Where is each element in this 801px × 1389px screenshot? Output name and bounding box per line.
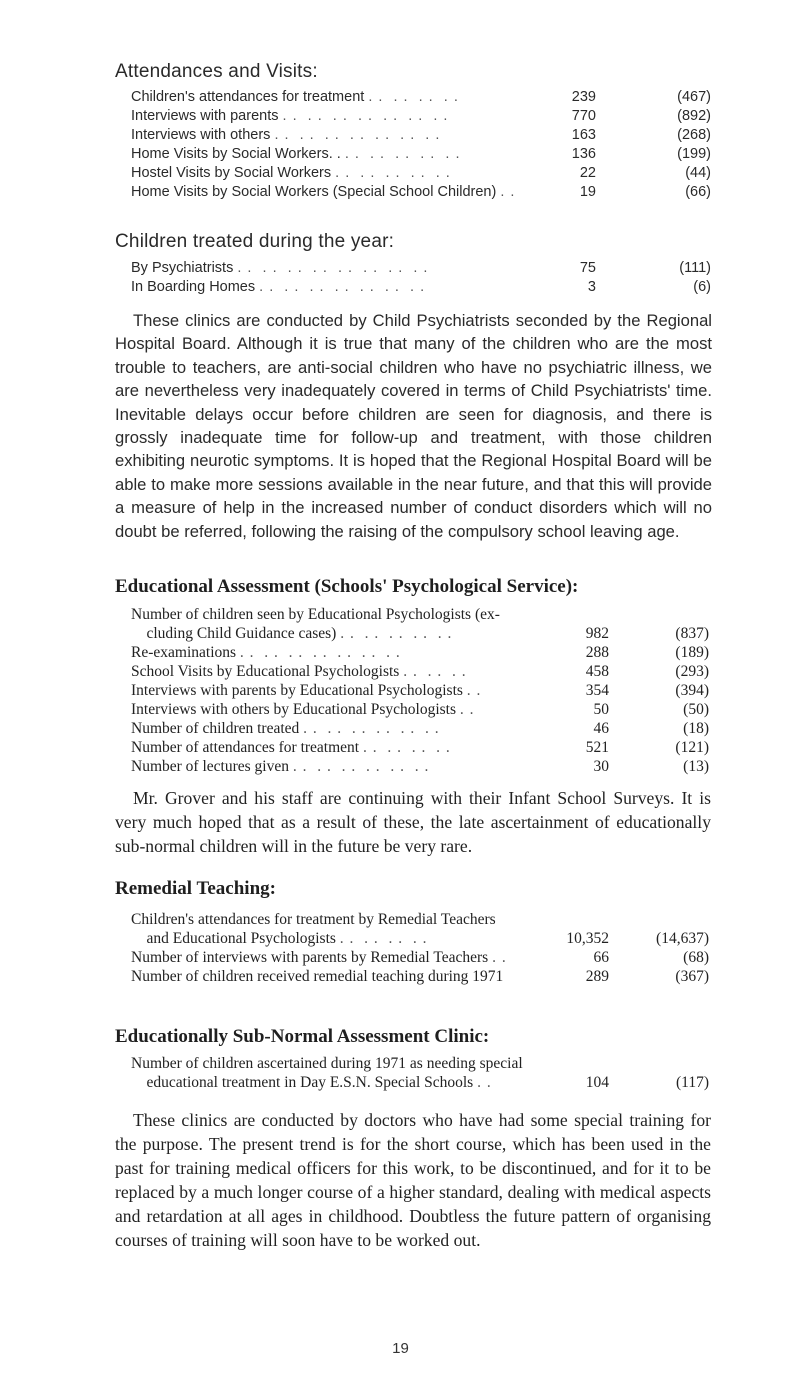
leader-dots: . . . . . . (403, 663, 467, 680)
row-value: 3 (587, 279, 596, 295)
educational-table (131, 605, 711, 776)
row-label: Interviews with parents . . . . . . . . . . . . . . (131, 108, 449, 124)
remedial-table (131, 910, 711, 986)
esn-heading: Educationally Sub-Normal Assessment Clinic: (115, 1026, 490, 1047)
row-label: Hostel Visits by Social Workers . . . . . . . . . . (131, 165, 451, 181)
leader-dots: . . . . . . . . . . . . . . (274, 127, 441, 143)
leader-dots: . . (500, 184, 516, 200)
table-row (131, 126, 711, 145)
row-previous-value: (293) (675, 663, 709, 680)
table-row (131, 183, 711, 202)
row-previous-value: (268) (677, 127, 711, 143)
table-row (131, 145, 711, 164)
table-row (131, 1054, 711, 1073)
row-value: 521 (585, 739, 609, 756)
row-label: Number of attendances for treatment . . . . . . . . (131, 739, 451, 756)
leader-dots: . . . . . . . . . . (340, 625, 453, 642)
table-row (131, 929, 711, 948)
row-previous-value: (199) (677, 146, 711, 162)
row-value: 19 (579, 184, 596, 200)
table-row (131, 662, 711, 681)
row-label: Number of interviews with parents by Remedial Teachers . . (131, 949, 507, 966)
row-value: 239 (571, 89, 596, 105)
table-row (131, 259, 711, 278)
row-label: educational treatment in Day E.S.N. Special Schools . . (131, 1074, 492, 1091)
row-value: 66 (593, 949, 609, 966)
row-previous-value: (467) (677, 89, 711, 105)
row-label: Number of lectures given . . . . . . . . . . . . (131, 758, 430, 775)
esn-table (131, 1054, 711, 1092)
leader-dots: . . (459, 701, 475, 718)
row-previous-value: (892) (677, 108, 711, 124)
row-value: 770 (571, 108, 596, 124)
row-label: Interviews with others by Educational Psychologists . . (131, 701, 475, 718)
table-row (131, 757, 711, 776)
table-row (131, 88, 711, 107)
leader-dots: . . . . . . . . . . . . (303, 720, 440, 737)
page-number: 19 (392, 1340, 409, 1357)
table-row (131, 624, 711, 643)
row-label: School Visits by Educational Psychologists . . . . . . (131, 663, 467, 680)
table-row (131, 719, 711, 738)
grover-paragraph: Mr. Grover and his staff are continuing with their Infant School Surveys. It is very much hoped that as a result of these, the late ascertainment of educationally sub-normal children will in the future be very rare. (115, 788, 711, 856)
row-previous-value: (66) (685, 184, 711, 200)
row-label: cluding Child Guidance cases) . . . . . . . . . . (131, 625, 453, 642)
row-value: 50 (593, 701, 609, 718)
row-previous-value: (121) (675, 739, 709, 756)
row-label: Home Visits by Social Workers (Special School Children) . . (131, 184, 516, 200)
leader-dots: . . (466, 682, 482, 699)
row-value: 163 (571, 127, 596, 143)
table-row (131, 107, 711, 126)
row-label: and Educational Psychologists . . . . . . . . (131, 930, 428, 947)
table-row (131, 605, 711, 624)
clinics-paragraph: These clinics are conducted by Child Psychiatrists seconded by the Regional Hospital Board. Although it is true that many of the children who are the most trouble to teachers, are anti-social children who have no psychiatric illness, we are nevertheless very inadequately covered in terms of Child Psychiatrists' time. Inevitable delays occur before children are seen for diagnosis, and there is grossly inadequate time for follow-up and treatment, with those children exhibiting neurotic symptoms. It is hoped that the Regional Hospital Board will be able to make more sessions available in the near future, and that this will provide a measure of help in the increased number of conduct disorders which will no doubt be referred, following the raising of the compulsory school leaving age. (115, 311, 712, 541)
treated-heading: Children treated during the year: (115, 231, 395, 252)
row-label: Home Visits by Social Workers. . . . . . . . . . . . (131, 146, 461, 162)
table-row (131, 967, 711, 986)
row-value: 75 (579, 260, 596, 276)
row-previous-value: (50) (683, 701, 709, 718)
leader-dots: . . . . . . . . . . . . . . . . (237, 260, 429, 276)
row-label: Interviews with parents by Educational Psychologists . . (131, 682, 482, 699)
row-label: Re-examinations . . . . . . . . . . . . . . (131, 644, 401, 661)
table-row (131, 738, 711, 757)
educational-heading: Educational Assessment (Schools' Psychological Service): (115, 576, 579, 597)
table-row (131, 948, 711, 967)
row-value: 30 (593, 758, 609, 775)
row-previous-value: (837) (675, 625, 709, 642)
row-previous-value: (189) (675, 644, 709, 661)
remedial-heading: Remedial Teaching: (115, 878, 276, 899)
row-label: Number of children ascertained during 1971 as needing special (131, 1055, 523, 1072)
leader-dots: . . . . . . . . . . . . . . (239, 644, 401, 661)
leader-dots: . . . . . . . . (368, 89, 459, 105)
row-previous-value: (13) (683, 758, 709, 775)
row-previous-value: (14,637) (656, 930, 709, 947)
leader-dots: . . . . . . . . . . (335, 165, 451, 181)
esn-paragraph: These clinics are conducted by doctors who have had some special training for the purpose. The present trend is for the short course, which has been used in the past for training medical officers for this work, to be discontinued, and for it to be replaced by a much longer course of a higher standard, dealing with medical aspects and retardation at all ages in childhood. Doubtless the future pattern of organising courses of training will soon have to be worked out. (115, 1110, 711, 1250)
row-previous-value: (367) (675, 968, 709, 985)
row-previous-value: (68) (683, 949, 709, 966)
row-previous-value: (18) (683, 720, 709, 737)
table-row (131, 164, 711, 183)
row-label: Number of children received remedial teaching during 1971 (131, 968, 504, 985)
row-value: 288 (585, 644, 609, 661)
attendances-heading: Attendances and Visits: (115, 61, 318, 82)
leader-dots: . . . . . . . . . . . . . . (259, 279, 426, 295)
row-label: Children's attendances for treatment by Remedial Teachers (131, 911, 496, 928)
table-row (131, 910, 711, 929)
table-row (131, 700, 711, 719)
row-value: 982 (585, 625, 609, 642)
table-row (131, 643, 711, 662)
row-label: In Boarding Homes . . . . . . . . . . . . . . (131, 279, 426, 295)
leader-dots: . . . . . . . . . . (344, 146, 461, 162)
row-value: 136 (571, 146, 596, 162)
leader-dots: . . (477, 1074, 492, 1091)
leader-dots: . . . . . . . . . . . . . . (282, 108, 449, 124)
attendances-table (131, 88, 711, 202)
row-value: 458 (585, 663, 609, 680)
leader-dots: . . . . . . . . . . . . (292, 758, 430, 775)
row-previous-value: (111) (679, 260, 711, 276)
row-value: 104 (585, 1074, 609, 1091)
treated-table (131, 259, 711, 297)
table-row (131, 681, 711, 700)
row-previous-value: (117) (676, 1074, 709, 1091)
row-value: 22 (579, 165, 596, 181)
row-previous-value: (44) (685, 165, 711, 181)
row-label: Number of children seen by Educational Psychologists (ex- (131, 606, 500, 623)
table-row (131, 1073, 711, 1092)
row-label: Children's attendances for treatment . . . . . . . . (131, 89, 459, 105)
leader-dots: . . (492, 949, 507, 966)
row-value: 289 (585, 968, 609, 985)
row-label: Interviews with others . . . . . . . . . . . . . . (131, 127, 441, 143)
row-previous-value: (6) (693, 279, 711, 295)
table-row (131, 278, 711, 297)
row-label: By Psychiatrists . . . . . . . . . . . . . . . . (131, 260, 429, 276)
leader-dots: . . . . . . . . (362, 739, 451, 756)
row-value: 46 (593, 720, 609, 737)
leader-dots: . . . . . . . . (339, 930, 428, 947)
row-value: 354 (585, 682, 609, 699)
row-value: 10,352 (566, 930, 609, 947)
row-label: Number of children treated . . . . . . . . . . . . (131, 720, 440, 737)
row-previous-value: (394) (675, 682, 709, 699)
